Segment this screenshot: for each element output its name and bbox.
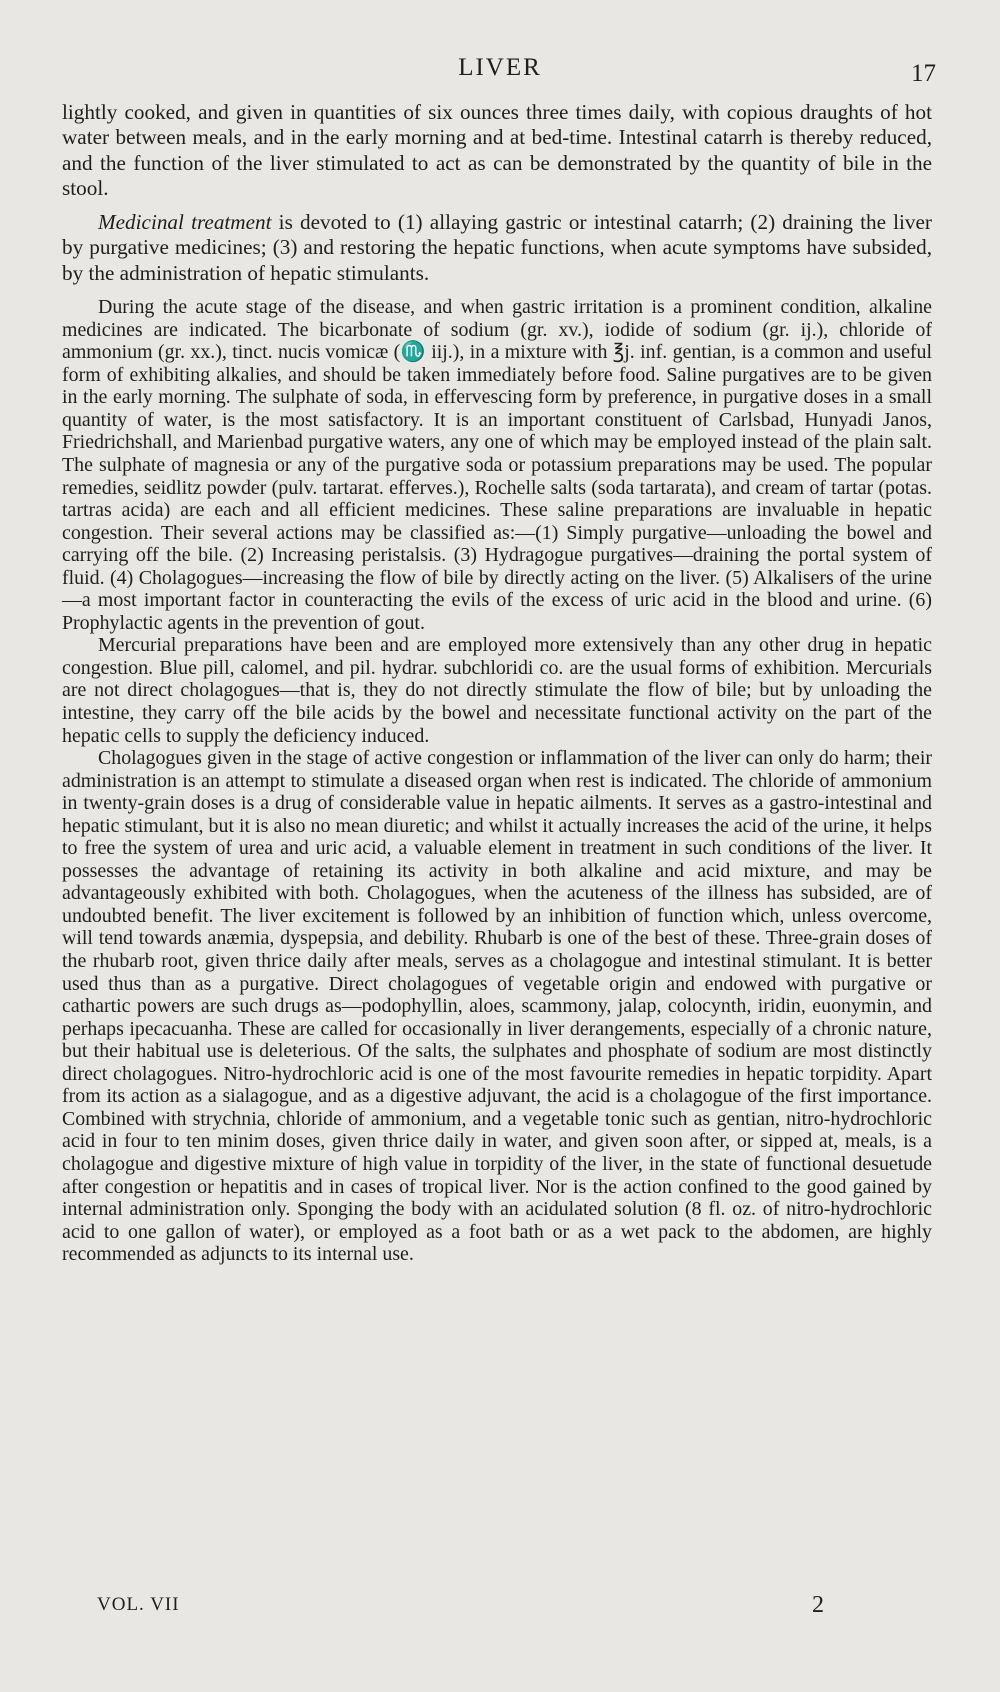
- paragraph-mercurial-preparations: Mercurial preparations have been and are employed more extensively than any other drug in hepatic congestion. Blue pill, calomel, and pil. hydrar. subchloridi co. are the usual forms of exhibition. Mercurials are not direct cholagogues—that is, they do not directly stimulate the flow of bile; but by unloading the intestine, they carry off the bile acids by the bowel and necessitate functional activity on the part of the hepatic cells to supply the deficiency induced.: [62, 634, 932, 747]
- paragraph-medicinal-treatment-text: is devoted to (1) allaying gastric or intestinal catarrh; (2) draining the liver by purgative medicines; (3) and restoring the hepatic functions, when acute symptoms have subsided, by the administration of hepatic stimulants.: [62, 209, 932, 285]
- running-head: [0, 52, 1000, 92]
- signature-mark: 2: [812, 1592, 824, 1618]
- volume-mark: VOL. VII: [97, 1594, 180, 1615]
- small-type-block: [62, 296, 932, 1266]
- body-text: [62, 100, 932, 1266]
- paragraph-medicinal-treatment: [62, 210, 932, 286]
- paragraph-cholagogues: Cholagogues given in the stage of active congestion or inflammation of the liver can only do harm; their administration is an attempt to stimulate a diseased organ when rest is indicated. The chloride of ammonium in twenty-grain doses is a drug of considerable value in hepatic ailments. It serves as a gastro-intestinal and hepatic stimulant, but it is also no mean diuretic; and whilst it actually increases the acid of the urine, it helps to free the system of urea and uric acid, a valuable element in treatment in such conditions of the liver. It possesses the advantage of retaining its activity in both alkaline and acid mixture, and may be advantageously exhibited with both. Cholagogues, when the acuteness of the illness has subsided, are of undoubted benefit. The liver excitement is followed by an inhibition of function which, unless overcome, will tend towards anæmia, dyspepsia, and debility. Rhubarb is one of the best of these. Three-grain doses of the rhubarb root, given thrice daily after meals, serves as a cholagogue and intestinal stimulant. It is better used thus than as a purgative. Direct cholagogues of vegetable origin and endowed with purgative or cathartic powers are such drugs as—podophyllin, aloes, scammony, jalap, colocynth, iridin, euonymin, and perhaps ipecacuanha. These are called for occasionally in liver derangements, especially of a chronic nature, but their habitual use is deleterious. Of the salts, the sulphates and phosphate of sodium are most distinctly direct cholagogues. Nitro-hydrochloric acid is one of the most favourite remedies in hepatic torpidity. Apart from its action as a sialagogue, and as a digestive adjuvant, the acid is a cholagogue of the first importance. Combined with strychnia, chloride of ammonium, and a vegetable tonic such as gentian, nitro-hydrochloric acid in four to ten minim doses, given thrice daily in water, and given soon after, or sipped at, meals, is a cholagogue and digestive mixture of high value in torpidity of the liver, in the state of functional desuetude after congestion or hepatitis and in cases of tropical liver. Nor is the action confined to the good gained by internal administration only. Sponging the body with an acidulated solution (8 fl. oz. of nitro-hydrochloric acid to one gallon of water), or employed as a foot bath or as a wet pack to the abdomen, are highly recommended as adjuncts to its internal use.: [62, 747, 932, 1266]
- section-heading-medicinal-treatment: Medicinal treatment: [98, 209, 272, 234]
- paragraph-diet-continuation: lightly cooked, and given in quantities of six ounces three times daily, with copious draughts of hot water between meals, and in the early morning and at bed-time. Intestinal catarrh is thereby reduced, and the function of the liver stimulated to act as can be demonstrated by the quantity of bile in the stool.: [62, 100, 932, 201]
- page-footer: [0, 1592, 1000, 1632]
- paragraph-acute-stage: During the acute stage of the disease, and when gastric irritation is a prominent condition, alkaline medicines are indicated. The bicarbonate of sodium (gr. xv.), iodide of sodium (gr. ij.), chloride of ammonium (gr. xx.), tinct. nucis vomicæ (♏ iij.), in a mixture with ℥j. inf. gentian, is a common and useful form of exhibiting alkalies, and should be taken immediately before food. Saline purgatives are to be given in the early morning. The sulphate of soda, in effervescing form by preference, in purgative doses in a small quantity of water, is the most satisfactory. It is an important constituent of Carlsbad, Hunyadi Janos, Friedrichshall, and Marienbad purgative waters, any one of which may be employed instead of the plain salt. The sulphate of magnesia or any of the purgative soda or potassium preparations may be used. The popular remedies, seidlitz powder (pulv. tartarat. efferves.), Rochelle salts (soda tartarata), and cream of tartar (potas. tartras acida) are each and all efficient medicines. These saline preparations are invaluable in hepatic congestion. Their several actions may be classified as:—(1) Simply purgative—unloading the bowel and carrying off the bile. (2) Increasing peristalsis. (3) Hydragogue purgatives—draining the portal system of fluid. (4) Cholagogues—increasing the flow of bile by directly acting on the liver. (5) Alkalisers of the urine—a most important factor in counteracting the evils of the excess of uric acid in the blood and urine. (6) Prophylactic agents in the prevention of gout.: [62, 296, 932, 634]
- page-number: 17: [911, 60, 936, 87]
- running-title: LIVER: [458, 54, 542, 81]
